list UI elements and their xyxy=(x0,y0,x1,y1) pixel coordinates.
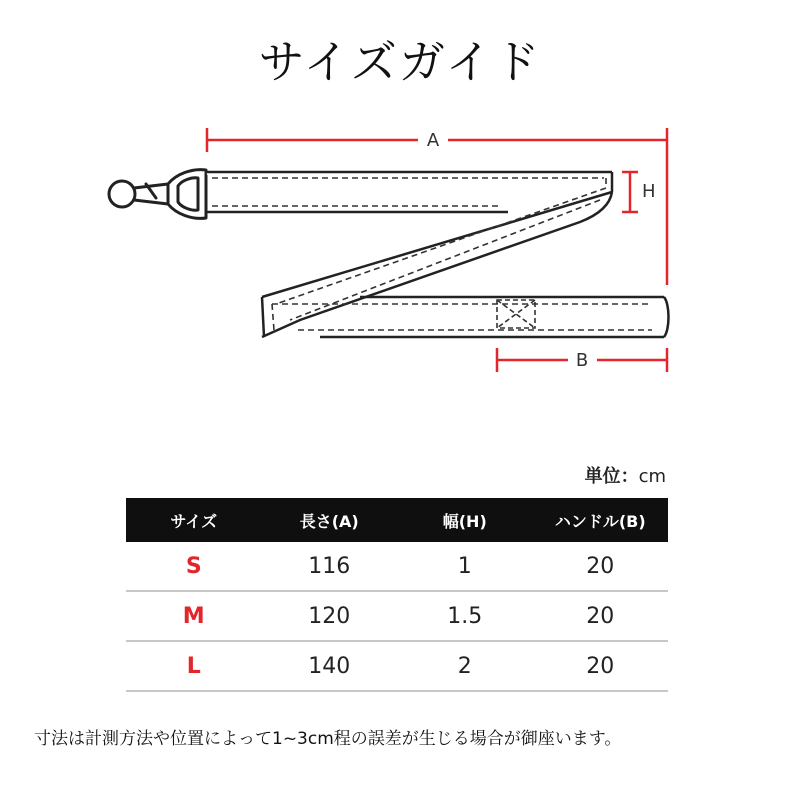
table-header-row xyxy=(126,498,668,542)
table-row xyxy=(126,542,668,591)
dimension-h xyxy=(622,172,656,212)
header-handle: ハンドル(B) xyxy=(533,498,669,542)
leash-strap xyxy=(206,172,669,337)
header-size: サイズ xyxy=(126,498,262,542)
table-row xyxy=(126,591,668,641)
dimension-a-label: A xyxy=(426,130,440,151)
size-cell: L xyxy=(126,641,262,691)
length-cell: 140 xyxy=(262,641,398,691)
unit-value: cm xyxy=(638,466,666,487)
table-row xyxy=(126,641,668,691)
size-cell: S xyxy=(126,542,262,591)
header-width: 幅(H) xyxy=(397,498,533,542)
length-cell: 120 xyxy=(262,591,398,641)
handle-cell: 20 xyxy=(533,591,669,641)
length-cell: 116 xyxy=(262,542,398,591)
width-cell: 1.5 xyxy=(397,591,533,641)
page-title: サイズガイド xyxy=(258,35,542,89)
dimension-h-label: H xyxy=(642,181,656,202)
dimension-b-label: B xyxy=(575,350,589,371)
unit-label: 単位 xyxy=(584,466,621,487)
dimension-b xyxy=(497,348,667,372)
header-length: 長さ(A) xyxy=(262,498,398,542)
width-cell: 2 xyxy=(397,641,533,691)
handle-cell: 20 xyxy=(533,542,669,591)
handle-cell: 20 xyxy=(533,641,669,691)
unit-separator: ： xyxy=(620,466,639,487)
size-table xyxy=(126,498,668,692)
size-cell: M xyxy=(126,591,262,641)
measurement-note: 寸法は計測方法や位置によって1~3cm程の誤差が生じる場合が御座います。 xyxy=(34,729,622,749)
snap-hook xyxy=(109,170,206,219)
width-cell: 1 xyxy=(397,542,533,591)
unit-indicator xyxy=(585,462,666,488)
